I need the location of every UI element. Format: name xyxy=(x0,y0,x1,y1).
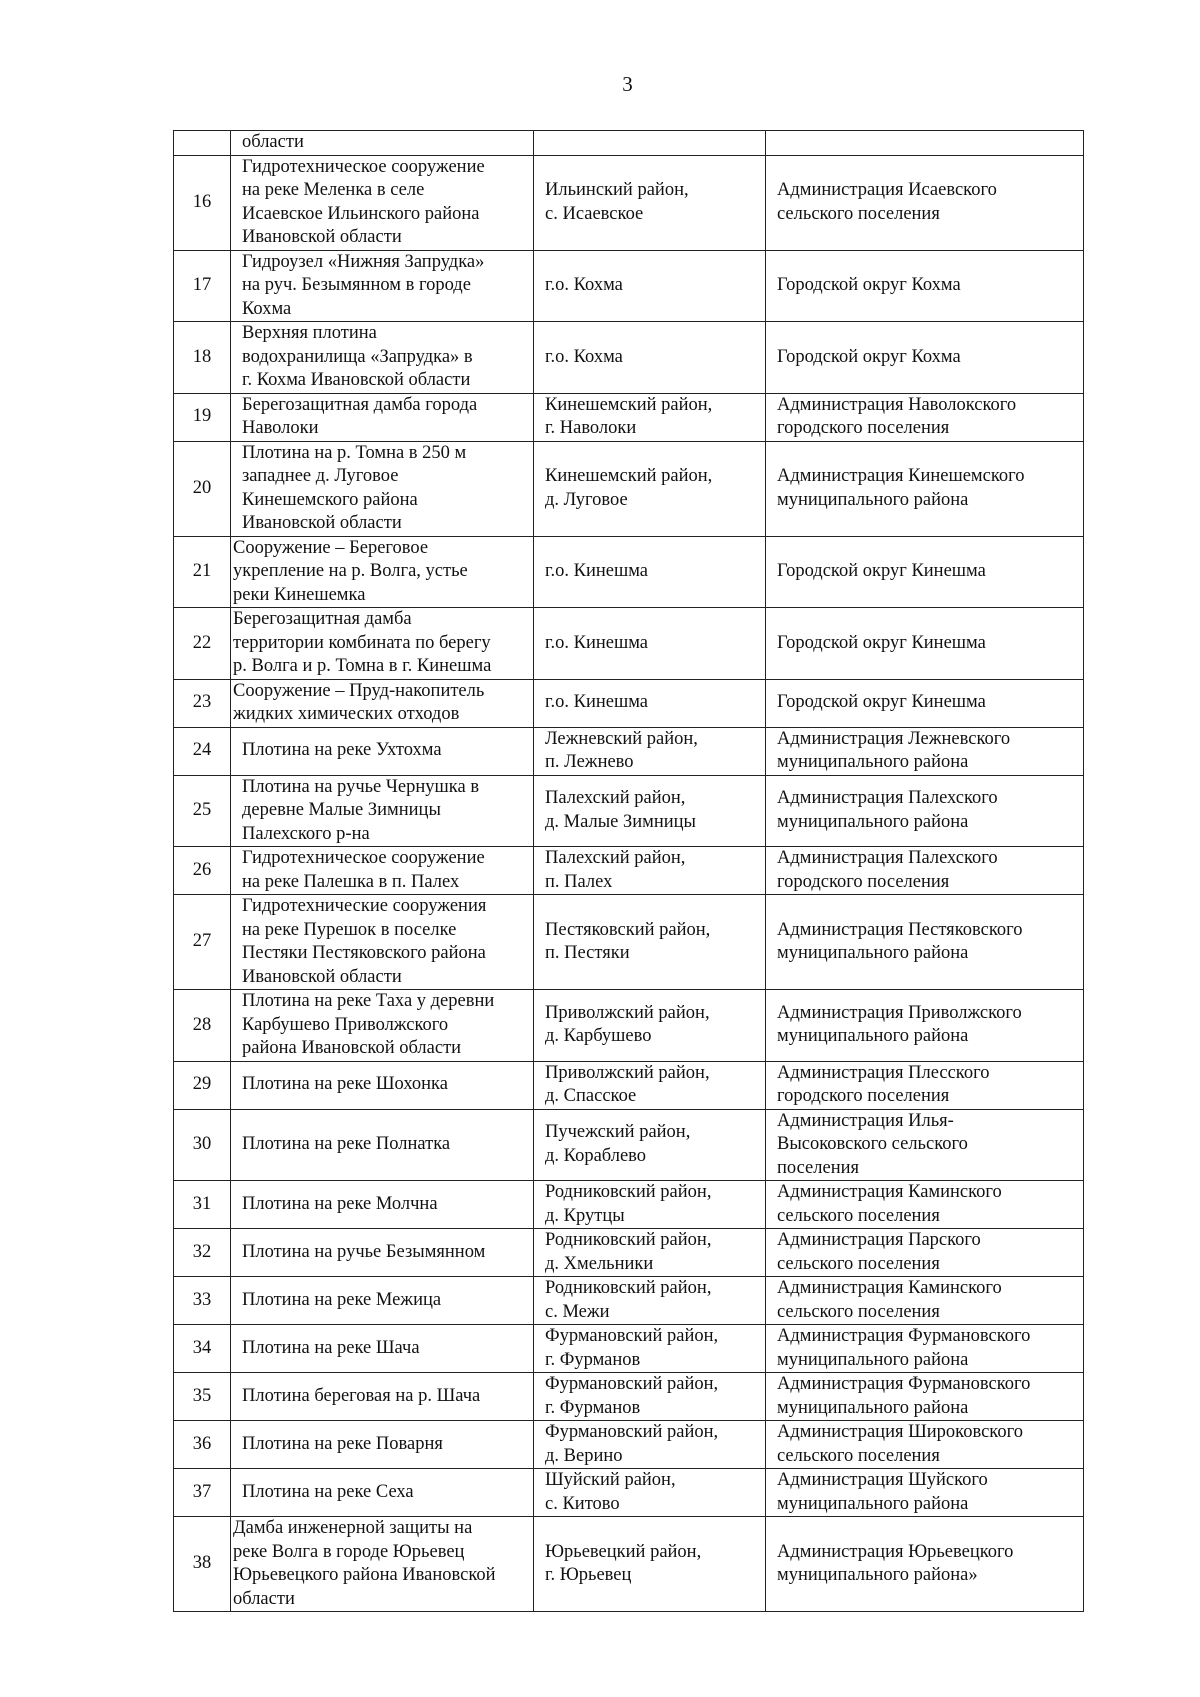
owner: Администрация Илья- Высоковского сельского поселения xyxy=(766,1109,1084,1181)
object-name: Гидротехническое сооружение на реке Палешка в п. Палех xyxy=(231,847,534,895)
table-row xyxy=(174,155,1084,250)
owner: Администрация Пестяковского муниципального района xyxy=(766,895,1084,990)
owner: Администрация Кинешемского муниципального района xyxy=(766,441,1084,536)
location: г.о. Кинешма xyxy=(534,679,766,727)
table-row xyxy=(174,727,1084,775)
owner xyxy=(766,131,1084,156)
location: Приволжский район, д. Карбушево xyxy=(534,990,766,1062)
table-row xyxy=(174,1109,1084,1181)
owner: Городской округ Кохма xyxy=(766,250,1084,322)
owner: Администрация Плесского городского поселения xyxy=(766,1061,1084,1109)
row-number: 23 xyxy=(174,679,231,727)
table-row xyxy=(174,536,1084,608)
owner: Администрация Каминского сельского поселения xyxy=(766,1181,1084,1229)
location: Фурмановский район, д. Верино xyxy=(534,1421,766,1469)
row-number: 31 xyxy=(174,1181,231,1229)
object-name: области xyxy=(231,131,534,156)
object-name: Дамба инженерной защиты на реке Волга в городе Юрьевец Юрьевецкого района Ивановской области xyxy=(231,1517,534,1612)
row-number: 27 xyxy=(174,895,231,990)
owner: Городской округ Кинешма xyxy=(766,608,1084,680)
row-number: 19 xyxy=(174,393,231,441)
table-row xyxy=(174,895,1084,990)
object-name: Плотина на реке Ухтохма xyxy=(231,727,534,775)
row-number: 35 xyxy=(174,1373,231,1421)
table-row xyxy=(174,1061,1084,1109)
location: Ильинский район, с. Исаевское xyxy=(534,155,766,250)
location: Юрьевецкий район, г. Юрьевец xyxy=(534,1517,766,1612)
object-name: Верхняя плотина водохранилища «Запрудка» в г. Кохма Ивановской области xyxy=(231,322,534,394)
row-number: 37 xyxy=(174,1469,231,1517)
row-number: 16 xyxy=(174,155,231,250)
owner: Администрация Широковского сельского поселения xyxy=(766,1421,1084,1469)
object-name: Плотина на ручье Безымянном xyxy=(231,1229,534,1277)
location: г.о. Кохма xyxy=(534,250,766,322)
table-row xyxy=(174,1229,1084,1277)
location: г.о. Кинешма xyxy=(534,608,766,680)
row-number: 20 xyxy=(174,441,231,536)
row-number: 28 xyxy=(174,990,231,1062)
row-number: 29 xyxy=(174,1061,231,1109)
row-number: 18 xyxy=(174,322,231,394)
object-name: Сооружение – Береговое укрепление на р. Волга, устье реки Кинешемка xyxy=(231,536,534,608)
row-number: 25 xyxy=(174,775,231,847)
object-name: Плотина на реке Шача xyxy=(231,1325,534,1373)
location: Фурмановский район, г. Фурманов xyxy=(534,1325,766,1373)
table-row xyxy=(174,250,1084,322)
table-row xyxy=(174,1373,1084,1421)
location: Родниковский район, д. Крутцы xyxy=(534,1181,766,1229)
object-name: Плотина на реке Таха у деревни Карбушево Приволжского района Ивановской области xyxy=(231,990,534,1062)
table-row xyxy=(174,1277,1084,1325)
table-row xyxy=(174,1469,1084,1517)
table-row xyxy=(174,1181,1084,1229)
row-number xyxy=(174,131,231,156)
location: Родниковский район, с. Межи xyxy=(534,1277,766,1325)
object-name: Плотина на р. Томна в 250 м западнее д. Луговое Кинешемского района Ивановской области xyxy=(231,441,534,536)
object-name: Плотина на реке Поварня xyxy=(231,1421,534,1469)
owner: Администрация Парского сельского поселения xyxy=(766,1229,1084,1277)
owner: Администрация Лежневского муниципального района xyxy=(766,727,1084,775)
table-row xyxy=(174,441,1084,536)
table-row xyxy=(174,679,1084,727)
table-row xyxy=(174,1325,1084,1373)
object-name: Плотина на реке Молчна xyxy=(231,1181,534,1229)
row-number: 38 xyxy=(174,1517,231,1612)
row-number: 30 xyxy=(174,1109,231,1181)
table-row xyxy=(174,608,1084,680)
owner: Администрация Каминского сельского поселения xyxy=(766,1277,1084,1325)
object-name: Гидроузел «Нижняя Запрудка» на руч. Безымянном в городе Кохма xyxy=(231,250,534,322)
object-name: Плотина на реке Шохонка xyxy=(231,1061,534,1109)
table-row xyxy=(174,1517,1084,1612)
owner: Городской округ Кинешма xyxy=(766,679,1084,727)
hydro-structures-table xyxy=(173,130,1084,1612)
row-number: 24 xyxy=(174,727,231,775)
location: г.о. Кохма xyxy=(534,322,766,394)
row-number: 17 xyxy=(174,250,231,322)
location xyxy=(534,131,766,156)
owner: Администрация Наволокского городского поселения xyxy=(766,393,1084,441)
object-name: Плотина на ручье Чернушка в деревне Малые Зимницы Палехского р-на xyxy=(231,775,534,847)
location: г.о. Кинешма xyxy=(534,536,766,608)
owner: Городской округ Кинешма xyxy=(766,536,1084,608)
row-number: 33 xyxy=(174,1277,231,1325)
owner: Администрация Фурмановского муниципального района xyxy=(766,1325,1084,1373)
owner: Администрация Исаевского сельского поселения xyxy=(766,155,1084,250)
owner: Администрация Шуйского муниципального района xyxy=(766,1469,1084,1517)
owner: Администрация Палехского городского поселения xyxy=(766,847,1084,895)
row-number: 32 xyxy=(174,1229,231,1277)
table-row xyxy=(174,775,1084,847)
object-name: Плотина на реке Межица xyxy=(231,1277,534,1325)
row-number: 21 xyxy=(174,536,231,608)
location: Палехский район, п. Палех xyxy=(534,847,766,895)
location: Пестяковский район, п. Пестяки xyxy=(534,895,766,990)
table-row xyxy=(174,393,1084,441)
location: Палехский район, д. Малые Зимницы xyxy=(534,775,766,847)
object-name: Гидротехнические сооружения на реке Пурешок в поселке Пестяки Пестяковского района Ивановской области xyxy=(231,895,534,990)
location: Пучежский район, д. Кораблево xyxy=(534,1109,766,1181)
object-name: Плотина на реке Сеха xyxy=(231,1469,534,1517)
row-number: 34 xyxy=(174,1325,231,1373)
object-name: Плотина на реке Полнатка xyxy=(231,1109,534,1181)
table-row xyxy=(174,990,1084,1062)
object-name: Берегозащитная дамба территории комбината по берегу р. Волга и р. Томна в г. Кинешма xyxy=(231,608,534,680)
table-row xyxy=(174,322,1084,394)
location: Приволжский район, д. Спасское xyxy=(534,1061,766,1109)
owner: Администрация Палехского муниципального района xyxy=(766,775,1084,847)
object-name: Сооружение – Пруд-накопитель жидких химических отходов xyxy=(231,679,534,727)
location: Шуйский район, с. Китово xyxy=(534,1469,766,1517)
table-row xyxy=(174,1421,1084,1469)
owner: Администрация Фурмановского муниципального района xyxy=(766,1373,1084,1421)
location: Кинешемский район, г. Наволоки xyxy=(534,393,766,441)
row-number: 36 xyxy=(174,1421,231,1469)
location: Лежневский район, п. Лежнево xyxy=(534,727,766,775)
row-number: 22 xyxy=(174,608,231,680)
page-number: 3 xyxy=(622,72,633,96)
location: Родниковский район, д. Хмельники xyxy=(534,1229,766,1277)
owner: Городской округ Кохма xyxy=(766,322,1084,394)
location: Кинешемский район, д. Луговое xyxy=(534,441,766,536)
table-row xyxy=(174,847,1084,895)
location: Фурмановский район, г. Фурманов xyxy=(534,1373,766,1421)
object-name: Плотина береговая на р. Шача xyxy=(231,1373,534,1421)
table-body xyxy=(174,131,1084,1612)
owner: Администрация Юрьевецкого муниципального района» xyxy=(766,1517,1084,1612)
object-name: Гидротехническое сооружение на реке Меленка в селе Исаевское Ильинского района Ивановской области xyxy=(231,155,534,250)
table-row xyxy=(174,131,1084,156)
row-number: 26 xyxy=(174,847,231,895)
object-name: Берегозащитная дамба города Наволоки xyxy=(231,393,534,441)
owner: Администрация Приволжского муниципального района xyxy=(766,990,1084,1062)
